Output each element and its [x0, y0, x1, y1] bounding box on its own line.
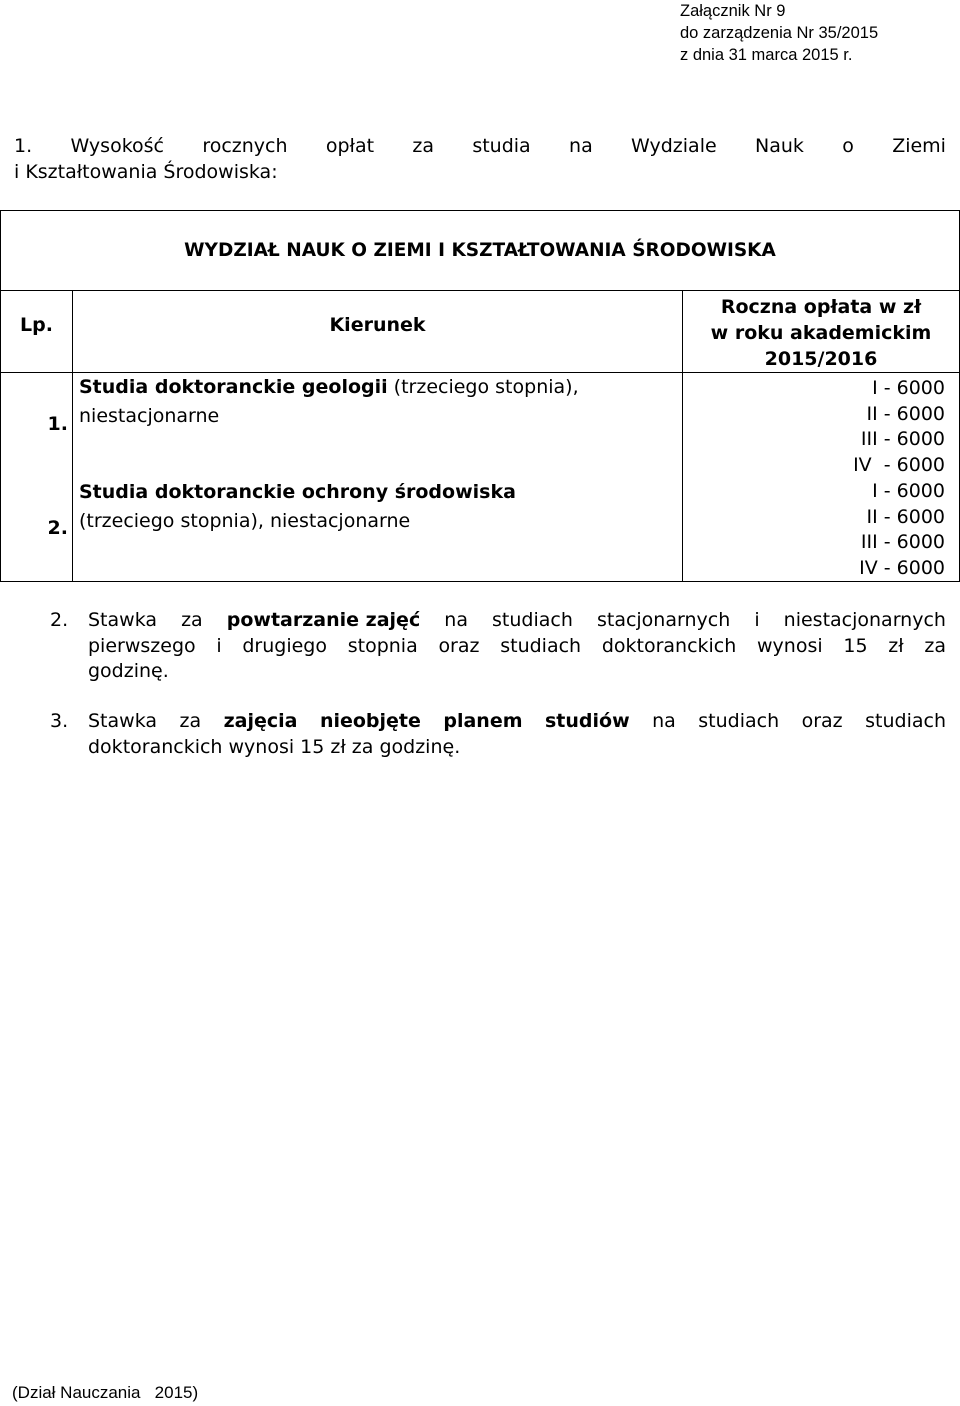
word: Stawka [88, 609, 158, 631]
word: na [652, 710, 676, 732]
word: za [181, 609, 203, 631]
section-2-line-2 [88, 634, 946, 660]
word: drugiego [242, 634, 327, 657]
word: stopnia [347, 634, 418, 657]
word: pierwszego [88, 634, 196, 657]
footer-note: (Dział Nauczania 2015) [12, 1383, 199, 1402]
word: zł [888, 634, 904, 657]
attachment-number: Załącznik Nr 9 [680, 2, 786, 20]
section-1-line-2: i Kształtowania Środowiska: [14, 161, 278, 183]
word: oraz [438, 634, 480, 657]
word: niestacjonarnych [783, 609, 946, 631]
word: za [412, 135, 434, 157]
section-2-line-3: godzinę. [88, 660, 169, 682]
word: Ziemi [892, 135, 946, 157]
word: opłat [325, 135, 375, 157]
table-header-row [1, 291, 960, 373]
fee-year-3: III - 6000 [860, 531, 945, 553]
word: za [924, 634, 946, 657]
section-2-number: 2. [50, 609, 69, 631]
row-1-kierunek-rest: (trzeciego stopnia), [387, 376, 579, 398]
section-2-line-1 [88, 608, 946, 634]
fee-year-1: I - 6000 [872, 480, 945, 502]
emphasis: studiów [544, 710, 630, 732]
column-header-lp: Lp. [1, 291, 73, 373]
word: Wysokość [70, 135, 164, 157]
fee-year-4: IV - 6000 [859, 556, 945, 579]
fee-cell [683, 373, 960, 582]
faculty-title: WYDZIAŁ NAUK O ZIEMI I KSZTAŁTOWANIA ŚRODOWISKA [1, 211, 960, 291]
word: studiach [865, 710, 946, 732]
word: na [444, 609, 468, 631]
word: Wydziale [631, 135, 717, 157]
word: za [179, 710, 202, 732]
word: wynosi [757, 634, 823, 657]
fee-year-1: I - 6000 [872, 377, 945, 399]
lp-cell [1, 373, 73, 582]
fees-table [0, 210, 960, 582]
word: 15 [843, 634, 868, 657]
fee-header-line-2: w roku akademickim [710, 322, 932, 344]
column-header-fee [683, 291, 960, 373]
section-2-paragraph [50, 608, 946, 685]
attachment-note [680, 0, 878, 66]
section-1-heading [14, 133, 946, 185]
ordinance-reference: do zarządzenia Nr 35/2015 [680, 24, 879, 42]
row-1-number: 1. [47, 413, 68, 435]
emphasis: zajęcia [223, 710, 298, 732]
section-3-line-1 [88, 709, 946, 735]
section-3-line-2: doktoranckich wynosi 15 zł za godzinę. [88, 735, 461, 758]
ordinance-date: z dnia 31 marca 2015 r. [680, 46, 853, 64]
section-3-number: 3. [50, 710, 69, 732]
kierunek-cell [73, 373, 683, 582]
table-body-row [1, 373, 960, 582]
row-2-kierunek [79, 478, 659, 536]
row-2-kierunek-bold: Studia doktoranckie ochrony środowiska [79, 481, 516, 503]
word: o [842, 135, 854, 157]
word: studiach [500, 634, 582, 657]
fee-year-4: IV - 6000 [853, 453, 945, 476]
word: studiach [492, 609, 573, 631]
word: studiach [698, 710, 780, 732]
row-2-kierunek-line-2: (trzeciego stopnia), niestacjonarne [79, 510, 411, 532]
fee-year-3: III - 6000 [860, 428, 945, 450]
column-header-kierunek: Kierunek [73, 291, 683, 373]
row-1-fees [853, 376, 945, 478]
fee-year-2: II - 6000 [866, 505, 945, 528]
word: i [216, 634, 222, 657]
word: na [569, 135, 593, 157]
row-1-kierunek [79, 373, 659, 431]
word: rocznych [202, 135, 288, 157]
row-2-fees [859, 479, 945, 581]
row-1-kierunek-line-2: niestacjonarne [79, 405, 220, 427]
fee-year-2: II - 6000 [866, 402, 945, 425]
section-3-paragraph [50, 709, 946, 760]
word: oraz [801, 710, 843, 732]
fee-header-line-1: Roczna opłata w zł [720, 296, 922, 318]
word: 1. [14, 135, 33, 157]
fee-header-line-3: 2015/2016 [764, 348, 878, 370]
emphasis: planem [443, 710, 523, 732]
emphasis: powtarzanie zajęć [226, 609, 421, 631]
word: stacjonarnych [596, 609, 731, 631]
word: doktoranckich [601, 634, 737, 657]
word: Stawka [88, 710, 158, 732]
word: i [754, 609, 760, 631]
section-1-line-1 [14, 133, 946, 159]
word: Nauk [755, 135, 804, 157]
word: studia [472, 135, 531, 157]
row-2-number: 2. [47, 517, 68, 539]
row-1-kierunek-bold: Studia doktoranckie geologii [79, 376, 388, 398]
emphasis: nieobjęte [319, 710, 421, 732]
